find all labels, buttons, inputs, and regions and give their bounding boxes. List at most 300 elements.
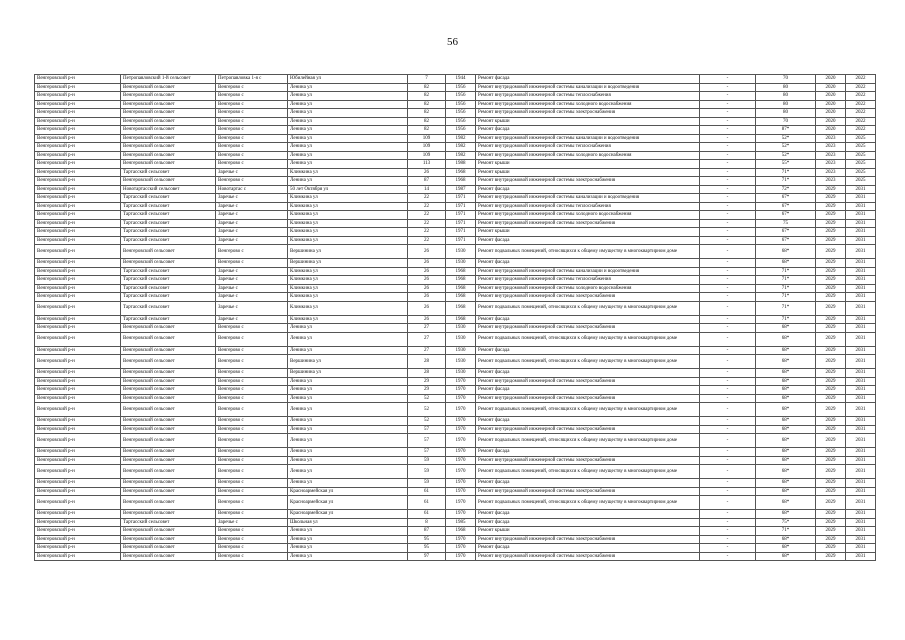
wear-percent-cell: 68*: [756, 465, 816, 479]
settlement-cell: Венгерово с: [216, 552, 288, 561]
work-type-cell: Ремонт подвальных помещений, относящихся к общему имуществу в многоквартирном доме: [476, 403, 700, 417]
settlement-cell: Венгерово с: [216, 126, 288, 135]
start-year-cell: 2029: [816, 479, 846, 488]
start-year-cell: 2029: [816, 425, 846, 434]
flag-cell: -: [700, 75, 756, 84]
work-type-cell: Ремонт внутридомовой инженерной системы теплоснабжения: [476, 143, 700, 152]
flag-cell: -: [700, 177, 756, 186]
table-row: [35, 386, 876, 395]
house-number-cell: 14: [408, 185, 446, 194]
work-type-cell: Ремонт фасада: [476, 259, 700, 268]
district-cell: Венгеровский р-н: [35, 518, 121, 527]
table-row: [35, 544, 876, 553]
work-type-cell: Ремонт фасада: [476, 75, 700, 84]
wear-percent-cell: 80: [756, 83, 816, 92]
district-cell: Венгеровский р-н: [35, 160, 121, 169]
start-year-cell: 2023: [816, 168, 846, 177]
flag-cell: -: [700, 236, 756, 245]
house-number-cell: 113: [408, 160, 446, 169]
district-cell: Венгеровский р-н: [35, 211, 121, 220]
district-cell: Венгеровский р-н: [35, 496, 121, 510]
year-built-cell: 1970: [446, 417, 476, 426]
district-cell: Венгеровский р-н: [35, 510, 121, 519]
district-cell: Венгеровский р-н: [35, 126, 121, 135]
flag-cell: -: [700, 301, 756, 315]
council-cell: Венгеровский сельсовет: [121, 535, 216, 544]
council-cell: Венгеровский сельсовет: [121, 100, 216, 109]
table-row: [35, 219, 876, 228]
table-row: [35, 236, 876, 245]
wear-percent-cell: 71*: [756, 267, 816, 276]
end-year-cell: 2031: [846, 487, 876, 496]
table-row: [35, 75, 876, 84]
council-cell: Венгеровский сельсовет: [121, 324, 216, 333]
year-built-cell: 1956: [446, 100, 476, 109]
end-year-cell: 2031: [846, 228, 876, 237]
house-number-cell: 22: [408, 228, 446, 237]
wear-percent-cell: 75: [756, 219, 816, 228]
street-cell: Ленина ул: [288, 434, 408, 448]
settlement-cell: Венгерово с: [216, 259, 288, 268]
district-cell: Венгеровский р-н: [35, 228, 121, 237]
work-type-cell: Ремонт крыши: [476, 160, 700, 169]
work-type-cell: Ремонт фасада: [476, 126, 700, 135]
flag-cell: -: [700, 293, 756, 302]
year-built-cell: 1970: [446, 448, 476, 457]
house-number-cell: 82: [408, 109, 446, 118]
council-cell: Тартасский сельсовет: [121, 315, 216, 324]
end-year-cell: 2031: [846, 448, 876, 457]
table-row: [35, 527, 876, 536]
wear-percent-cell: 55*: [756, 160, 816, 169]
council-cell: Венгеровский сельсовет: [121, 403, 216, 417]
wear-percent-cell: 68*: [756, 332, 816, 346]
table-row: [35, 355, 876, 369]
start-year-cell: 2029: [816, 544, 846, 553]
house-number-cell: 97: [408, 552, 446, 561]
year-built-cell: 1970: [446, 552, 476, 561]
district-cell: Венгеровский р-н: [35, 117, 121, 126]
street-cell: Ленина ул: [288, 425, 408, 434]
wear-percent-cell: 68*: [756, 324, 816, 333]
flag-cell: -: [700, 143, 756, 152]
end-year-cell: 2022: [846, 126, 876, 135]
house-number-cell: 59: [408, 479, 446, 488]
year-built-cell: 1971: [446, 211, 476, 220]
wear-percent-cell: 68*: [756, 434, 816, 448]
street-cell: Ленина ул: [288, 117, 408, 126]
work-type-cell: Ремонт фасада: [476, 510, 700, 519]
year-built-cell: 1970: [446, 487, 476, 496]
settlement-cell: Венгерово с: [216, 465, 288, 479]
year-built-cell: 1970: [446, 479, 476, 488]
work-type-cell: Ремонт внутридомовой инженерной системы электроснабжения: [476, 109, 700, 118]
district-cell: Венгеровский р-н: [35, 293, 121, 302]
end-year-cell: 2031: [846, 403, 876, 417]
work-type-cell: Ремонт внутридомовой инженерной системы канализации и водоотведения: [476, 194, 700, 203]
end-year-cell: 2031: [846, 315, 876, 324]
flag-cell: -: [700, 228, 756, 237]
start-year-cell: 2029: [816, 527, 846, 536]
district-cell: Венгеровский р-н: [35, 194, 121, 203]
year-built-cell: 1970: [446, 394, 476, 403]
end-year-cell: 2031: [846, 479, 876, 488]
house-number-cell: 61: [408, 496, 446, 510]
year-built-cell: 1968: [446, 276, 476, 285]
wear-percent-cell: 68*: [756, 259, 816, 268]
end-year-cell: 2031: [846, 434, 876, 448]
district-cell: Венгеровский р-н: [35, 100, 121, 109]
council-cell: Тартасский сельсовет: [121, 518, 216, 527]
council-cell: Венгеровский сельсовет: [121, 496, 216, 510]
end-year-cell: 2022: [846, 92, 876, 101]
work-type-cell: Ремонт внутридомовой инженерной системы канализации и водоотведения: [476, 83, 700, 92]
work-type-cell: Ремонт внутридомовой инженерной системы электроснабжения: [476, 219, 700, 228]
flag-cell: -: [700, 369, 756, 378]
settlement-cell: Венгерово с: [216, 177, 288, 186]
flag-cell: -: [700, 417, 756, 426]
district-cell: Венгеровский р-н: [35, 369, 121, 378]
work-type-cell: Ремонт внутридомовой инженерной системы электроснабжения: [476, 324, 700, 333]
end-year-cell: 2031: [846, 518, 876, 527]
settlement-cell: Венгерово с: [216, 425, 288, 434]
flag-cell: -: [700, 151, 756, 160]
settlement-cell: Венгерово с: [216, 403, 288, 417]
house-number-cell: 26: [408, 315, 446, 324]
work-type-cell: Ремонт фасада: [476, 386, 700, 395]
table-row: [35, 425, 876, 434]
flag-cell: -: [700, 355, 756, 369]
year-built-cell: 1930: [446, 332, 476, 346]
wear-percent-cell: 68*: [756, 510, 816, 519]
year-built-cell: 1930: [446, 259, 476, 268]
street-cell: Ленина ул: [288, 160, 408, 169]
street-cell: Ленина ул: [288, 377, 408, 386]
work-type-cell: Ремонт подвальных помещений, относящихся к общему имуществу в многоквартирном доме: [476, 245, 700, 259]
end-year-cell: 2025: [846, 177, 876, 186]
district-cell: Венгеровский р-н: [35, 75, 121, 84]
district-cell: Венгеровский р-н: [35, 355, 121, 369]
street-cell: Ленина ул: [288, 92, 408, 101]
wear-percent-cell: 71*: [756, 293, 816, 302]
settlement-cell: Венгерово с: [216, 355, 288, 369]
settlement-cell: Заречье с: [216, 518, 288, 527]
work-type-cell: Ремонт подвальных помещений, относящихся к общему имуществу в многоквартирном доме: [476, 355, 700, 369]
council-cell: Тартасский сельсовет: [121, 236, 216, 245]
start-year-cell: 2029: [816, 355, 846, 369]
flag-cell: -: [700, 83, 756, 92]
council-cell: Тартасский сельсовет: [121, 293, 216, 302]
flag-cell: -: [700, 267, 756, 276]
flag-cell: -: [700, 284, 756, 293]
district-cell: Венгеровский р-н: [35, 276, 121, 285]
house-number-cell: 22: [408, 211, 446, 220]
year-built-cell: 1971: [446, 219, 476, 228]
year-built-cell: 1971: [446, 202, 476, 211]
start-year-cell: 2029: [816, 386, 846, 395]
district-cell: Венгеровский р-н: [35, 284, 121, 293]
wear-percent-cell: 71*: [756, 315, 816, 324]
flag-cell: -: [700, 544, 756, 553]
house-number-cell: 28: [408, 355, 446, 369]
year-built-cell: 1956: [446, 92, 476, 101]
settlement-cell: Заречье с: [216, 315, 288, 324]
street-cell: Ленина ул: [288, 417, 408, 426]
table-row: [35, 134, 876, 143]
table-row: [35, 324, 876, 333]
start-year-cell: 2020: [816, 109, 846, 118]
end-year-cell: 2025: [846, 151, 876, 160]
council-cell: Тартасский сельсовет: [121, 202, 216, 211]
settlement-cell: Венгерово с: [216, 535, 288, 544]
start-year-cell: 2020: [816, 100, 846, 109]
flag-cell: -: [700, 109, 756, 118]
settlement-cell: Заречье с: [216, 202, 288, 211]
street-cell: Ленина ул: [288, 134, 408, 143]
district-cell: Венгеровский р-н: [35, 236, 121, 245]
council-cell: Венгеровский сельсовет: [121, 151, 216, 160]
wear-percent-cell: 68*: [756, 535, 816, 544]
wear-percent-cell: 68*: [756, 479, 816, 488]
flag-cell: -: [700, 202, 756, 211]
wear-percent-cell: 70: [756, 117, 816, 126]
table-row: [35, 448, 876, 457]
settlement-cell: Венгерово с: [216, 369, 288, 378]
start-year-cell: 2029: [816, 394, 846, 403]
wear-percent-cell: 68*: [756, 369, 816, 378]
work-type-cell: Ремонт внутридомовой инженерной системы холодного водоснабжения: [476, 100, 700, 109]
table-row: [35, 518, 876, 527]
table-row: [35, 315, 876, 324]
council-cell: Венгеровский сельсовет: [121, 143, 216, 152]
year-built-cell: 1970: [446, 496, 476, 510]
council-cell: Венгеровский сельсовет: [121, 465, 216, 479]
district-cell: Венгеровский р-н: [35, 544, 121, 553]
wear-percent-cell: 67*: [756, 236, 816, 245]
street-cell: Ленина ул: [288, 324, 408, 333]
start-year-cell: 2029: [816, 185, 846, 194]
year-built-cell: 1970: [446, 386, 476, 395]
table-row: [35, 143, 876, 152]
district-cell: Венгеровский р-н: [35, 487, 121, 496]
wear-percent-cell: 68*: [756, 346, 816, 355]
table-row: [35, 369, 876, 378]
street-cell: Климкина ул: [288, 211, 408, 220]
start-year-cell: 2020: [816, 75, 846, 84]
year-built-cell: 1944: [446, 75, 476, 84]
district-cell: Венгеровский р-н: [35, 267, 121, 276]
street-cell: Ленина ул: [288, 151, 408, 160]
council-cell: Венгеровский сельсовет: [121, 259, 216, 268]
house-number-cell: 57: [408, 425, 446, 434]
district-cell: Венгеровский р-н: [35, 219, 121, 228]
wear-percent-cell: 68*: [756, 552, 816, 561]
start-year-cell: 2029: [816, 245, 846, 259]
house-number-cell: 22: [408, 219, 446, 228]
council-cell: Венгеровский сельсовет: [121, 448, 216, 457]
settlement-cell: Венгерово с: [216, 346, 288, 355]
settlement-cell: Венгерово с: [216, 456, 288, 465]
start-year-cell: 2023: [816, 143, 846, 152]
table-row: [35, 117, 876, 126]
end-year-cell: 2031: [846, 369, 876, 378]
end-year-cell: 2031: [846, 267, 876, 276]
start-year-cell: 2020: [816, 83, 846, 92]
table-row: [35, 346, 876, 355]
table-row: [35, 479, 876, 488]
street-cell: Ленина ул: [288, 552, 408, 561]
council-cell: Венгеровский сельсовет: [121, 456, 216, 465]
table-row: [35, 417, 876, 426]
street-cell: Вершинина ул: [288, 369, 408, 378]
district-cell: Венгеровский р-н: [35, 177, 121, 186]
start-year-cell: 2029: [816, 417, 846, 426]
settlement-cell: Венгерово с: [216, 544, 288, 553]
street-cell: Климкина ул: [288, 168, 408, 177]
work-type-cell: Ремонт внутридомовой инженерной системы электроснабжения: [476, 425, 700, 434]
wear-percent-cell: 67*: [756, 194, 816, 203]
end-year-cell: 2022: [846, 83, 876, 92]
year-built-cell: 1968: [446, 315, 476, 324]
house-number-cell: 26: [408, 168, 446, 177]
start-year-cell: 2020: [816, 92, 846, 101]
start-year-cell: 2029: [816, 301, 846, 315]
street-cell: Ленина ул: [288, 479, 408, 488]
end-year-cell: 2031: [846, 465, 876, 479]
year-built-cell: 1985: [446, 518, 476, 527]
council-cell: Венгеровский сельсовет: [121, 479, 216, 488]
flag-cell: -: [700, 346, 756, 355]
start-year-cell: 2029: [816, 284, 846, 293]
council-cell: Венгеровский сельсовет: [121, 369, 216, 378]
table-row: [35, 126, 876, 135]
district-cell: Венгеровский р-н: [35, 535, 121, 544]
council-cell: Венгеровский сельсовет: [121, 83, 216, 92]
table-row: [35, 332, 876, 346]
table-row: [35, 109, 876, 118]
council-cell: Тартасский сельсовет: [121, 276, 216, 285]
work-type-cell: Ремонт фасада: [476, 544, 700, 553]
council-cell: Новотартасский сельсовет: [121, 185, 216, 194]
flag-cell: -: [700, 168, 756, 177]
council-cell: Венгеровский сельсовет: [121, 544, 216, 553]
end-year-cell: 2031: [846, 425, 876, 434]
house-number-cell: 95: [408, 544, 446, 553]
end-year-cell: 2031: [846, 377, 876, 386]
flag-cell: -: [700, 510, 756, 519]
start-year-cell: 2029: [816, 324, 846, 333]
table-row: [35, 377, 876, 386]
table-row: [35, 510, 876, 519]
start-year-cell: 2029: [816, 448, 846, 457]
street-cell: Ленина ул: [288, 83, 408, 92]
work-type-cell: Ремонт внутридомовой инженерной системы электроснабжения: [476, 456, 700, 465]
end-year-cell: 2031: [846, 456, 876, 465]
table-row: [35, 92, 876, 101]
council-cell: Венгеровский сельсовет: [121, 332, 216, 346]
work-type-cell: Ремонт подвальных помещений, относящихся к общему имуществу в многоквартирном доме: [476, 496, 700, 510]
house-number-cell: 27: [408, 324, 446, 333]
settlement-cell: Заречье с: [216, 236, 288, 245]
work-type-cell: Ремонт внутридомовой инженерной системы электроснабжения: [476, 177, 700, 186]
district-cell: Венгеровский р-н: [35, 394, 121, 403]
settlement-cell: Венгерово с: [216, 448, 288, 457]
settlement-cell: Венгерово с: [216, 417, 288, 426]
street-cell: Вершинина ул: [288, 259, 408, 268]
end-year-cell: 2031: [846, 394, 876, 403]
street-cell: Климкина ул: [288, 219, 408, 228]
year-built-cell: 1968: [446, 284, 476, 293]
start-year-cell: 2029: [816, 276, 846, 285]
flag-cell: -: [700, 185, 756, 194]
district-cell: Венгеровский р-н: [35, 403, 121, 417]
house-number-cell: 7: [408, 75, 446, 84]
wear-percent-cell: 71*: [756, 177, 816, 186]
district-cell: Венгеровский р-н: [35, 425, 121, 434]
year-built-cell: 1970: [446, 403, 476, 417]
house-number-cell: 27: [408, 332, 446, 346]
council-cell: Венгеровский сельсовет: [121, 386, 216, 395]
council-cell: Тартасский сельсовет: [121, 168, 216, 177]
street-cell: Ленина ул: [288, 386, 408, 395]
table-row: [35, 151, 876, 160]
flag-cell: -: [700, 276, 756, 285]
settlement-cell: Петропавловка 1-я с: [216, 75, 288, 84]
settlement-cell: Заречье с: [216, 228, 288, 237]
start-year-cell: 2023: [816, 134, 846, 143]
district-cell: Венгеровский р-н: [35, 109, 121, 118]
work-type-cell: Ремонт фасада: [476, 369, 700, 378]
house-number-cell: 8: [408, 518, 446, 527]
street-cell: Ленина ул: [288, 332, 408, 346]
end-year-cell: 2025: [846, 168, 876, 177]
end-year-cell: 2031: [846, 552, 876, 561]
flag-cell: -: [700, 456, 756, 465]
end-year-cell: 2022: [846, 75, 876, 84]
settlement-cell: Заречье с: [216, 194, 288, 203]
council-cell: Венгеровский сельсовет: [121, 160, 216, 169]
district-cell: Венгеровский р-н: [35, 143, 121, 152]
flag-cell: -: [700, 332, 756, 346]
wear-percent-cell: 71*: [756, 527, 816, 536]
work-type-cell: Ремонт внутридомовой инженерной системы канализации и водоотведения: [476, 267, 700, 276]
council-cell: Тартасский сельсовет: [121, 194, 216, 203]
wear-percent-cell: 68*: [756, 487, 816, 496]
wear-percent-cell: 80: [756, 109, 816, 118]
page-number: 56: [447, 36, 458, 48]
wear-percent-cell: 68*: [756, 456, 816, 465]
house-number-cell: 87: [408, 177, 446, 186]
table-row: [35, 434, 876, 448]
house-number-cell: 26: [408, 293, 446, 302]
end-year-cell: 2031: [846, 510, 876, 519]
year-built-cell: 1971: [446, 194, 476, 203]
street-cell: Климкина ул: [288, 315, 408, 324]
street-cell: Климкина ул: [288, 236, 408, 245]
work-type-cell: Ремонт внутридомовой инженерной системы холодного водоснабжения: [476, 284, 700, 293]
work-type-cell: Ремонт внутридомовой инженерной системы холодного водоснабжения: [476, 211, 700, 220]
repair-schedule-table: [34, 74, 876, 561]
settlement-cell: Венгерово с: [216, 245, 288, 259]
settlement-cell: Венгерово с: [216, 377, 288, 386]
year-built-cell: 1968: [446, 293, 476, 302]
district-cell: Венгеровский р-н: [35, 202, 121, 211]
table-row: [35, 276, 876, 285]
work-type-cell: Ремонт внутридомовой инженерной системы канализации и водоотведения: [476, 134, 700, 143]
flag-cell: -: [700, 465, 756, 479]
council-cell: Венгеровский сельсовет: [121, 245, 216, 259]
start-year-cell: 2029: [816, 236, 846, 245]
